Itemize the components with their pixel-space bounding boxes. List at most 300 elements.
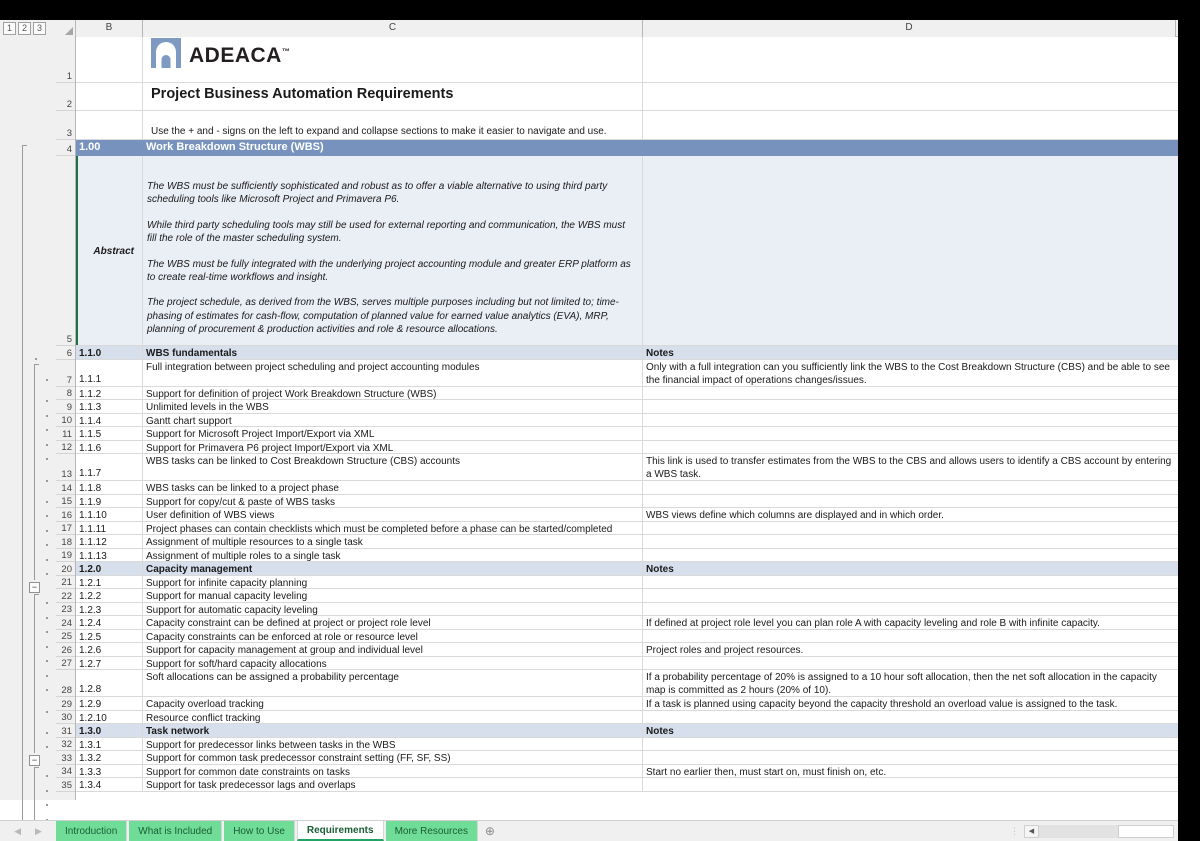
- table-row[interactable]: [76, 156, 1178, 346]
- cell-text: Support for task predecessor lags and overlaps: [146, 780, 356, 791]
- sheet-tab-label: Introduction: [65, 825, 118, 837]
- cell-C[interactable]: [143, 630, 643, 643]
- table-row[interactable]: [76, 643, 1178, 657]
- cell-D[interactable]: [643, 37, 1176, 82]
- cell-B[interactable]: [76, 37, 143, 82]
- outline-collapse-button-1-2-0[interactable]: −: [29, 582, 40, 593]
- cell-B[interactable]: [76, 427, 143, 440]
- cell-B[interactable]: [76, 576, 143, 589]
- row-header-34[interactable]: [56, 765, 75, 779]
- cell-text: 1.3.3: [79, 766, 102, 777]
- row-header-13[interactable]: [56, 454, 75, 481]
- cell-B[interactable]: [76, 657, 143, 670]
- cell-B[interactable]: [76, 549, 143, 562]
- cell-text: Unlimited levels in the WBS: [146, 402, 269, 413]
- row-header-5[interactable]: [56, 156, 75, 346]
- cell-B[interactable]: [76, 697, 143, 710]
- table-row[interactable]: [76, 738, 1178, 752]
- sheet-tab-how-to-use[interactable]: [224, 821, 295, 841]
- cell-B[interactable]: [76, 670, 143, 696]
- logo-wordmark: [189, 43, 291, 67]
- outline-row-dot: [46, 689, 48, 691]
- abstract-text-cell: [143, 156, 643, 345]
- table-row[interactable]: [76, 360, 1178, 387]
- cell-B[interactable]: [76, 738, 143, 751]
- row-header-4[interactable]: [56, 140, 75, 156]
- row-header-33[interactable]: [56, 751, 75, 765]
- cell-D[interactable]: [643, 427, 1176, 440]
- cell-C[interactable]: [143, 360, 643, 386]
- row-number-label: 4: [66, 144, 72, 155]
- tab-split-grip[interactable]: ⋮: [1010, 825, 1018, 836]
- outline-row-dot: [46, 429, 48, 431]
- cell-D[interactable]: [643, 495, 1176, 508]
- table-row[interactable]: [76, 441, 1178, 455]
- hscroll-thumb[interactable]: [1118, 825, 1174, 838]
- cell-B[interactable]: [76, 508, 143, 521]
- table-row[interactable]: [76, 454, 1178, 481]
- cell-B[interactable]: [76, 111, 143, 139]
- column-header-bar: [0, 20, 1178, 37]
- select-all-corner[interactable]: [56, 20, 76, 37]
- outline-row-dot: [46, 458, 48, 460]
- outline-level-2-button[interactable]: 2: [18, 22, 31, 35]
- outline-group-line: [34, 594, 35, 754]
- cell-text: 1.2.10: [79, 712, 107, 723]
- row-header-14[interactable]: [56, 481, 75, 495]
- hscroll-track[interactable]: [1039, 825, 1118, 838]
- row-header-6[interactable]: [56, 346, 75, 360]
- outline-row-dot: [46, 711, 48, 713]
- cell-B[interactable]: [76, 495, 143, 508]
- row-header-28[interactable]: [56, 670, 75, 697]
- outline-level-1-button[interactable]: 1: [3, 22, 16, 35]
- row-header-8[interactable]: [56, 387, 75, 401]
- sheet-tab-requirements[interactable]: [297, 821, 384, 841]
- cell-D[interactable]: [643, 346, 1176, 359]
- cell-B[interactable]: [76, 140, 143, 155]
- table-row[interactable]: [76, 387, 1178, 401]
- table-row[interactable]: [76, 697, 1178, 711]
- table-row[interactable]: [76, 346, 1178, 360]
- row-number-label: 35: [61, 779, 72, 791]
- table-row[interactable]: [76, 508, 1178, 522]
- table-row[interactable]: [76, 724, 1178, 738]
- row-header-31[interactable]: [56, 724, 75, 738]
- row-header-22[interactable]: [56, 589, 75, 603]
- row-header-25[interactable]: [56, 630, 75, 644]
- cell-B[interactable]: [76, 387, 143, 400]
- cell-text: 1.1.7: [79, 468, 102, 479]
- row-number-label: 33: [61, 752, 72, 764]
- cell-C[interactable]: [143, 400, 643, 413]
- cell-C[interactable]: [143, 751, 643, 764]
- cell-B[interactable]: [76, 778, 143, 791]
- tabbar-right-controls: [1010, 821, 1178, 841]
- cell-D[interactable]: [643, 576, 1176, 589]
- cell-C[interactable]: [143, 387, 643, 400]
- outline-row-dot: [46, 559, 48, 561]
- row-header-23[interactable]: [56, 603, 75, 617]
- outline-row-dot: [46, 444, 48, 446]
- cell-B[interactable]: [76, 751, 143, 764]
- cell-D[interactable]: [643, 562, 1176, 575]
- table-row[interactable]: [76, 589, 1178, 603]
- outline-row-dot: [46, 602, 48, 604]
- cell-text: 1.2.1: [79, 577, 102, 588]
- hscroll-left-button[interactable]: ◀: [1024, 825, 1039, 838]
- table-row[interactable]: [76, 657, 1178, 671]
- column-header-b[interactable]: B: [76, 20, 143, 37]
- outline-group-cap: [34, 594, 39, 595]
- cell-D[interactable]: [643, 765, 1176, 778]
- table-row[interactable]: [76, 549, 1178, 563]
- cell-text: Support for common task predecessor constraint setting (FF, SF, SS): [146, 753, 451, 764]
- row-header-27[interactable]: [56, 657, 75, 671]
- cell-C[interactable]: [143, 549, 643, 562]
- table-row[interactable]: [76, 535, 1178, 549]
- cell-D[interactable]: [643, 387, 1176, 400]
- table-row[interactable]: [76, 427, 1178, 441]
- cell-D[interactable]: [643, 140, 1176, 155]
- cell-D[interactable]: [643, 738, 1176, 751]
- row-header-32[interactable]: [56, 738, 75, 752]
- cell-D[interactable]: [643, 549, 1176, 562]
- sheet-tab-label: What is Included: [138, 825, 213, 837]
- cell-C[interactable]: [143, 454, 643, 480]
- cell-B[interactable]: [76, 83, 143, 110]
- outline-row-dot: [46, 544, 48, 546]
- row-number-label: 19: [61, 550, 72, 561]
- cell-D[interactable]: [643, 711, 1176, 724]
- cell-B[interactable]: [76, 603, 143, 616]
- cell-text: 1.2.8: [79, 684, 102, 695]
- cell-text: Notes: [646, 564, 674, 575]
- table-row[interactable]: [76, 778, 1178, 792]
- table-row[interactable]: [76, 37, 1178, 83]
- cell-text: Support for soft/hard capacity allocations: [146, 658, 327, 669]
- outline-collapse-button-1-3-0[interactable]: −: [29, 755, 40, 766]
- cell-D[interactable]: [643, 508, 1176, 521]
- cell-C[interactable]: [143, 657, 643, 670]
- cell-C[interactable]: [143, 670, 643, 696]
- table-row[interactable]: [76, 711, 1178, 725]
- row-header-19[interactable]: [56, 549, 75, 563]
- outline-row-dot: [46, 746, 48, 748]
- cell-D[interactable]: [643, 751, 1176, 764]
- cell-text: 1.1.10: [79, 510, 107, 521]
- table-row[interactable]: [76, 670, 1178, 697]
- cell-text: Support for common date constraints on tasks: [146, 766, 350, 777]
- table-row[interactable]: [76, 414, 1178, 428]
- cell-D[interactable]: [643, 454, 1176, 480]
- row-number-label: 23: [61, 604, 72, 615]
- abstract-paragraph: The project schedule, as derived from the WBS, serves multiple purposes including but not limited to; time-phasing of estimates for cash-flow, computation of planned value for earned value analytics (EVA), MRP, planning of procurement & production activities and role & resource allocations.: [147, 297, 619, 336]
- table-row[interactable]: [76, 140, 1178, 156]
- cell-B[interactable]: [76, 414, 143, 427]
- cell-C[interactable]: [143, 711, 643, 724]
- cell-B[interactable]: [76, 400, 143, 413]
- cell-D[interactable]: [643, 724, 1176, 737]
- row-number-label: 3: [66, 128, 72, 139]
- row-number-label: 27: [61, 658, 72, 669]
- cell-C[interactable]: [143, 562, 643, 575]
- cell-text: 1.1.2: [79, 388, 102, 399]
- cell-text: 1.2.5: [79, 631, 102, 642]
- cell-B[interactable]: [76, 522, 143, 535]
- document-title-cell: [143, 83, 643, 110]
- outline-group-cap: [34, 767, 39, 768]
- cell-B[interactable]: [76, 765, 143, 778]
- cell-D[interactable]: [643, 697, 1176, 710]
- row-header-21[interactable]: [56, 576, 75, 590]
- row-number-label: 6: [66, 347, 72, 359]
- sheet-tab-label: Requirements: [306, 824, 374, 836]
- table-row[interactable]: [76, 616, 1178, 630]
- outline-gutter[interactable]: [0, 37, 56, 800]
- row-number-label: 29: [61, 698, 72, 710]
- row-header-29[interactable]: [56, 697, 75, 711]
- row-number-label: 22: [61, 590, 72, 602]
- cell-text: If defined at project role level you can plan role A with capacity leveling and role B with infinite capacity.: [646, 618, 1100, 629]
- cell-text: Project phases can contain checklists which must be completed before a phase can be started/completed: [146, 523, 613, 534]
- cell-text: Support for predecessor links between tasks in the WBS: [146, 739, 396, 750]
- cell-text: 1.1.3: [79, 402, 102, 413]
- cell-C[interactable]: [143, 481, 643, 494]
- outline-row-dot: [46, 415, 48, 417]
- table-row[interactable]: [76, 400, 1178, 414]
- cell-B[interactable]: [76, 535, 143, 548]
- outline-row-dot: [46, 515, 48, 517]
- cell-text: Work Breakdown Structure (WBS): [146, 141, 324, 153]
- abstract-paragraph: The WBS must be fully integrated with the underlying project accounting module and greater ERP platform as to create real-time workflows and insight.: [147, 258, 631, 284]
- sheet-nav-prev-icon[interactable]: ◀: [14, 825, 21, 836]
- row-number-label: 24: [61, 617, 72, 629]
- cell-C[interactable]: [143, 140, 643, 155]
- row-header-11[interactable]: [56, 427, 75, 441]
- cell-C[interactable]: [143, 427, 643, 440]
- sheet-tab-more-resources[interactable]: [386, 821, 478, 841]
- sheet-tab-bar: [0, 820, 1178, 841]
- row-number-label: 32: [61, 739, 72, 750]
- cell-C[interactable]: [143, 576, 643, 589]
- cell-D[interactable]: [643, 156, 1176, 345]
- column-header-d[interactable]: D: [643, 20, 1176, 37]
- row-header-16[interactable]: [56, 508, 75, 522]
- select-all-triangle-icon: [65, 27, 73, 35]
- cell-text: 1.1.13: [79, 550, 107, 561]
- cell-text: 1.2.9: [79, 699, 102, 710]
- outline-level-3-button[interactable]: 3: [33, 22, 46, 35]
- cell-text: 1.1.9: [79, 496, 102, 507]
- table-row[interactable]: [76, 522, 1178, 536]
- cell-D[interactable]: [643, 441, 1176, 454]
- cell-C[interactable]: [143, 643, 643, 656]
- cell-B[interactable]: [76, 481, 143, 494]
- cell-text: Support for manual capacity leveling: [146, 591, 308, 602]
- cell-B[interactable]: [76, 562, 143, 575]
- horizontal-scrollbar[interactable]: [1024, 825, 1174, 838]
- cell-C[interactable]: [143, 778, 643, 791]
- logo-trademark-icon: ™: [281, 46, 291, 56]
- row-header-3[interactable]: [56, 111, 75, 140]
- cell-D[interactable]: [643, 643, 1176, 656]
- cell-B[interactable]: [76, 441, 143, 454]
- row-header-18[interactable]: [56, 535, 75, 549]
- cell-text: Notes: [646, 348, 674, 359]
- cell-text: Start no earlier then, must start on, must finish on, etc.: [646, 766, 887, 777]
- cell-C[interactable]: [143, 724, 643, 737]
- outline-level-buttons: [0, 20, 56, 37]
- cell-C[interactable]: [143, 616, 643, 629]
- table-row[interactable]: [76, 495, 1178, 509]
- outline-group-line: [34, 767, 35, 826]
- cell-B[interactable]: [76, 360, 143, 386]
- cell-B[interactable]: [76, 589, 143, 602]
- sheet-nav-next-icon[interactable]: ▶: [35, 825, 42, 836]
- cell-text: Assignment of multiple roles to a single task: [146, 550, 341, 561]
- row-header-7[interactable]: [56, 360, 75, 387]
- sheet-tab-what-is-included[interactable]: [129, 821, 222, 841]
- outline-row-dot: [46, 480, 48, 482]
- outline-row-dot: [46, 379, 48, 381]
- outline-row-dot: [46, 573, 48, 575]
- cell-C[interactable]: [143, 508, 643, 521]
- cell-text: 1.2.0: [79, 564, 102, 575]
- row-header-15[interactable]: [56, 495, 75, 509]
- cell-text: 1.00: [79, 141, 101, 153]
- cell-text: 1.1.5: [79, 429, 102, 440]
- cell-D[interactable]: [643, 603, 1176, 616]
- row-number-label: 20: [61, 563, 72, 575]
- cell-text: This link is used to transfer estimates from the WBS to the CBS and allows users to identify a CBS account by entering a WBS task.: [646, 456, 1172, 480]
- table-row[interactable]: [76, 562, 1178, 576]
- row-header-26[interactable]: [56, 643, 75, 657]
- cell-B[interactable]: [76, 616, 143, 629]
- cell-C[interactable]: [143, 495, 643, 508]
- table-row[interactable]: [76, 765, 1178, 779]
- cell-D[interactable]: [643, 778, 1176, 791]
- table-row[interactable]: [76, 481, 1178, 495]
- cell-D[interactable]: [643, 589, 1176, 602]
- sheet-tabs: [56, 821, 478, 841]
- row-number-column: [56, 37, 76, 800]
- cell-B[interactable]: [76, 630, 143, 643]
- cell-text: 1.1.0: [79, 348, 102, 359]
- table-row[interactable]: [76, 576, 1178, 590]
- cell-text: 1.2.3: [79, 604, 102, 615]
- cell-C[interactable]: [143, 697, 643, 710]
- row-number-label: 13: [61, 469, 72, 480]
- cell-B[interactable]: [76, 724, 143, 737]
- row-header-2[interactable]: [56, 83, 75, 111]
- cell-C[interactable]: [143, 441, 643, 454]
- cell-D[interactable]: [643, 414, 1176, 427]
- sheet-nav-arrows[interactable]: [0, 821, 56, 841]
- outline-row-dot: [46, 804, 48, 806]
- cell-text: 1.1.12: [79, 537, 107, 548]
- row-header-20[interactable]: [56, 562, 75, 576]
- cell-text: Project roles and project resources.: [646, 645, 804, 656]
- row-header-35[interactable]: [56, 778, 75, 792]
- cell-C[interactable]: [143, 346, 643, 359]
- cell-D[interactable]: [643, 111, 1176, 139]
- outline-row-dot: [46, 617, 48, 619]
- row-header-10[interactable]: [56, 414, 75, 428]
- cell-D[interactable]: [643, 657, 1176, 670]
- cell-text: Support for automatic capacity leveling: [146, 604, 318, 615]
- cell-text: Full integration between project scheduling and project accounting modules: [146, 361, 480, 373]
- row-header-17[interactable]: [56, 522, 75, 536]
- cell-C[interactable]: [143, 414, 643, 427]
- cell-C[interactable]: [143, 522, 643, 535]
- cell-text: 1.2.4: [79, 618, 102, 629]
- cell-D[interactable]: [643, 535, 1176, 548]
- cell-B[interactable]: [76, 711, 143, 724]
- cell-text: Support for copy/cut & paste of WBS tasks: [146, 496, 335, 507]
- row-number-label: 15: [61, 496, 72, 507]
- cell-B[interactable]: [76, 643, 143, 656]
- cell-D[interactable]: [643, 616, 1176, 629]
- cell-text: WBS fundamentals: [146, 348, 238, 359]
- outline-row-dot: [46, 675, 48, 677]
- table-row[interactable]: [76, 630, 1178, 644]
- row-number-label: 2: [66, 99, 72, 110]
- cell-D[interactable]: [643, 481, 1176, 494]
- cell-C[interactable]: [143, 603, 643, 616]
- cell-D[interactable]: [643, 83, 1176, 110]
- cell-D[interactable]: [643, 522, 1176, 535]
- cell-C[interactable]: [143, 535, 643, 548]
- sheet-tab-introduction[interactable]: [56, 821, 127, 841]
- row-header-9[interactable]: [56, 400, 75, 414]
- cell-text: 1.3.4: [79, 780, 102, 791]
- row-header-24[interactable]: [56, 616, 75, 630]
- outline-group-cap: [34, 364, 39, 365]
- cell-B[interactable]: [76, 346, 143, 359]
- row-header-12[interactable]: [56, 441, 75, 455]
- row-header-1[interactable]: [56, 37, 75, 83]
- cell-D[interactable]: [643, 400, 1176, 413]
- table-row[interactable]: [76, 603, 1178, 617]
- cell-C[interactable]: [143, 738, 643, 751]
- column-header-c[interactable]: C: [143, 20, 643, 37]
- cell-C[interactable]: [143, 765, 643, 778]
- cell-D[interactable]: [643, 630, 1176, 643]
- cell-C[interactable]: [143, 589, 643, 602]
- row-header-30[interactable]: [56, 711, 75, 725]
- cell-text: Notes: [646, 726, 674, 737]
- table-row[interactable]: [76, 83, 1178, 111]
- outline-row-dot: [46, 400, 48, 402]
- add-sheet-button[interactable]: ⊕: [484, 824, 495, 838]
- row-number-label: 14: [61, 482, 72, 494]
- cell-text: Support for Microsoft Project Import/Export via XML: [146, 429, 375, 440]
- abstract-paragraph: The WBS must be sufficiently sophisticated and robust as to offer a viable alternative to using third party scheduling tools like Microsoft Project and Primavera P6.: [147, 181, 608, 206]
- cell-text: Task network: [146, 726, 210, 737]
- table-row[interactable]: [76, 751, 1178, 765]
- cell-text: 1.1.11: [79, 523, 107, 534]
- row-number-label: 31: [61, 725, 72, 737]
- excel-worksheet: [0, 20, 1178, 838]
- cell-D[interactable]: [643, 670, 1176, 696]
- adeaca-logo-icon: [151, 38, 181, 68]
- cell-text: 1.2.7: [79, 658, 102, 669]
- cell-B[interactable]: [76, 454, 143, 480]
- table-row[interactable]: [76, 111, 1178, 140]
- cell-D[interactable]: [643, 360, 1176, 386]
- cell-text: 1.3.1: [79, 739, 102, 750]
